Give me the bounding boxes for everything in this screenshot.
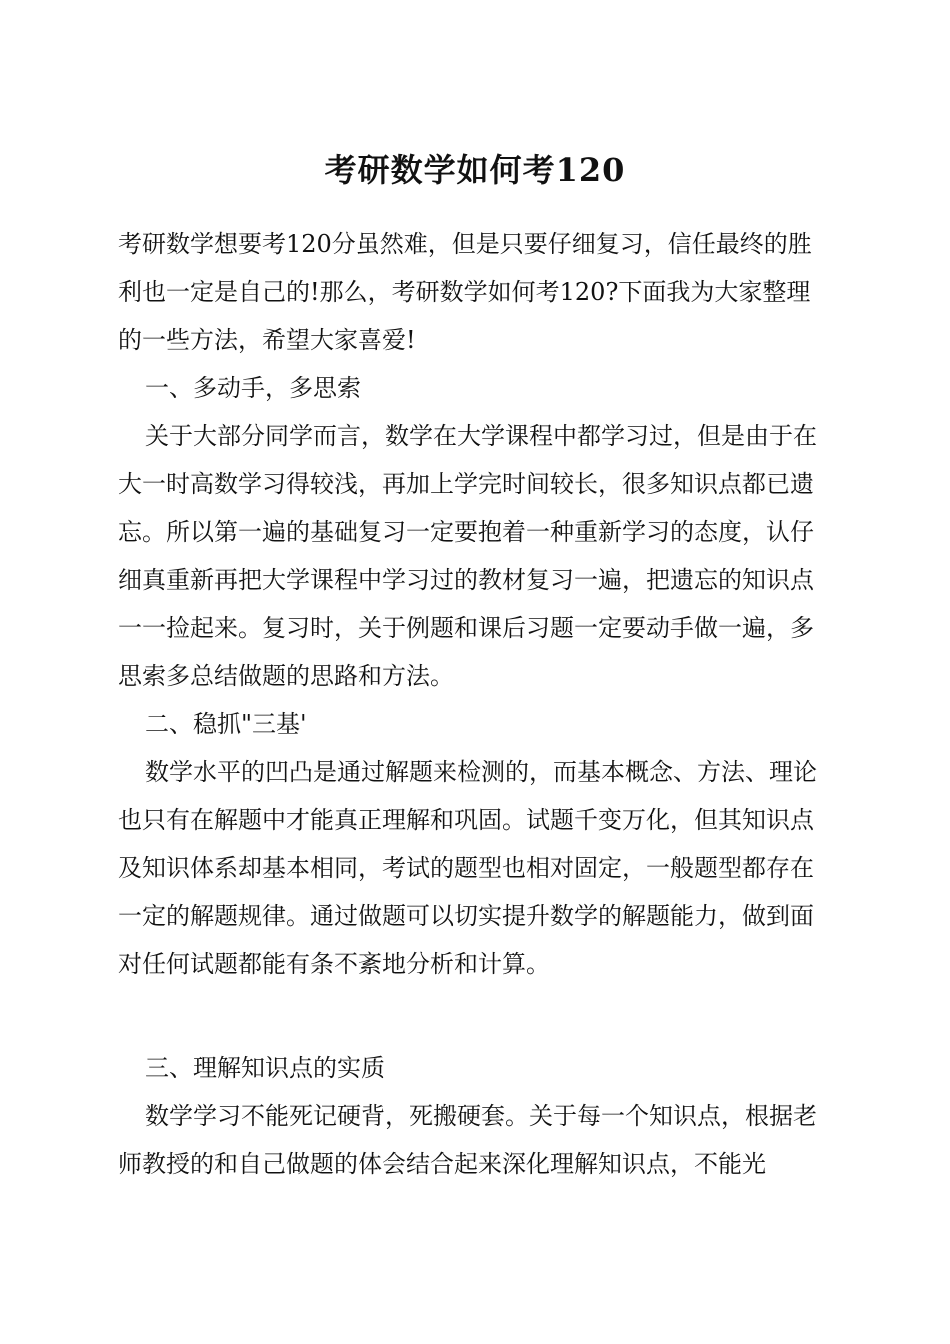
section-paragraph-2: 数学水平的凹凸是通过解题来检测的，而基本概念、方法、理论也只有在解题中才能真正理解和巩固。试题千变万化，但其知识点及知识体系却基本相同，考试的题型也相对固定，一般题型都存在一定的解题规律。通过做题可以切实提升数学的解题能力，做到面对任何试题都能有条不紊地分析和计算。	[118, 758, 817, 978]
document-body	[118, 220, 834, 1188]
section-paragraph-1: 关于大部分同学而言，数学在大学课程中都学习过，但是由于在大一时高数学习得较浅，再加上学完时间较长，很多知识点都已遗忘。所以第一遍的基础复习一定要抱着一种重新学习的态度，认仔细真重新再把大学课程中学习过的教材复习一遍，把遗忘的知识点一一捡起来。复习时，关于例题和课后习题一定要动手做一遍，多思索多总结做题的思路和方法。	[118, 422, 817, 690]
paragraph-gap	[118, 988, 834, 1044]
section-heading-2: 二、稳抓"三基'	[145, 710, 307, 738]
section-heading-1: 一、多动手，多思索	[145, 374, 361, 402]
section-heading-3: 三、理解知识点的实质	[145, 1054, 385, 1082]
section-paragraph-3: 数学学习不能死记硬背，死搬硬套。关于每一个知识点，根据老师教授的和自己做题的体会结合起来深化理解知识点，不能光	[118, 1102, 817, 1178]
document-title: 考研数学如何考120	[324, 151, 626, 189]
intro-paragraph: 考研数学想要考120分虽然难，但是只要仔细复习，信任最终的胜利也一定是自己的!那么，考研数学如何考120?下面我为大家整理的一些方法，希望大家喜爱!	[118, 230, 812, 354]
